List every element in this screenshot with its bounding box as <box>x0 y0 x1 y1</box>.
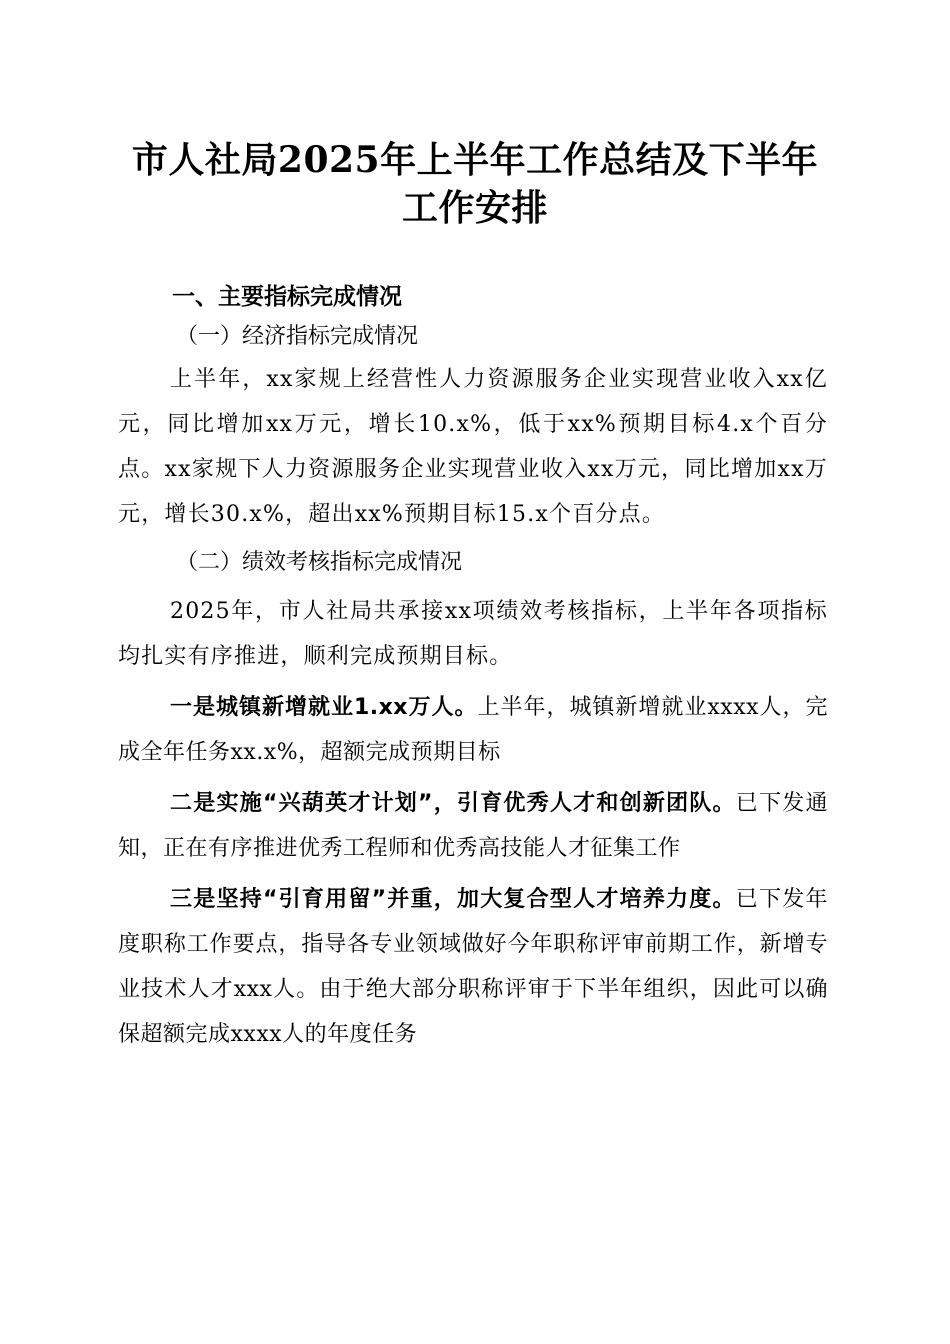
item-composite-talent-text: 已下发年度职称工作要点，指导各专业领域做好今年职称评审前期工作，新增专业技术人才xxx人。由于绝大部分职称评审于下半年组织，因此可以确保超额完成xxxx人的年度任务 <box>118 887 828 1047</box>
item-urban-employment <box>118 685 828 775</box>
document-body <box>118 277 828 1057</box>
section-heading-main-indicators: 一、主要指标完成情况 <box>172 284 402 310</box>
item-talent-plan <box>118 781 828 871</box>
subsection-heading-economic: （一）经济指标完成情况 <box>176 324 419 349</box>
economic-indicators-paragraph: 上半年，xx家规上经营性人力资源服务企业实现营业收入xx亿元，同比增加xx万元，增长10.x%，低于xx%预期目标4.x个百分点。xx家规下人力资源服务企业实现营业收入xx万元，同比增加xx万元，增长30.x%，超出xx%预期目标15.x个百分点。 <box>118 367 828 527</box>
item-composite-talent <box>118 877 828 1057</box>
item-urban-employment-text: 上半年，城镇新增就业xxxx人，完成全年任务xx.x%，超额完成预期目标 <box>118 695 829 765</box>
subsection-heading-performance: （二）绩效考核指标完成情况 <box>176 550 463 575</box>
performance-overview-paragraph: 2025年，市人社局共承接xx项绩效考核指标，上半年各项指标均扎实有序推进，顺利完成预期目标。 <box>118 599 828 669</box>
item-talent-plan-lead: 二是实施“兴葫英才计划”，引育优秀人才和创新团队。 <box>170 791 736 816</box>
item-talent-plan-text: 已下发通知，正在有序推进优秀工程师和优秀高技能人才征集工作 <box>118 791 828 861</box>
item-composite-talent-lead: 三是坚持“引育用留”并重，加大复合型人才培养力度。 <box>170 887 736 912</box>
document-title: 市人社局2025年上半年工作总结及下半年工作安排 <box>131 139 819 229</box>
item-urban-employment-lead: 一是城镇新增就业1.xx万人。 <box>170 695 478 720</box>
